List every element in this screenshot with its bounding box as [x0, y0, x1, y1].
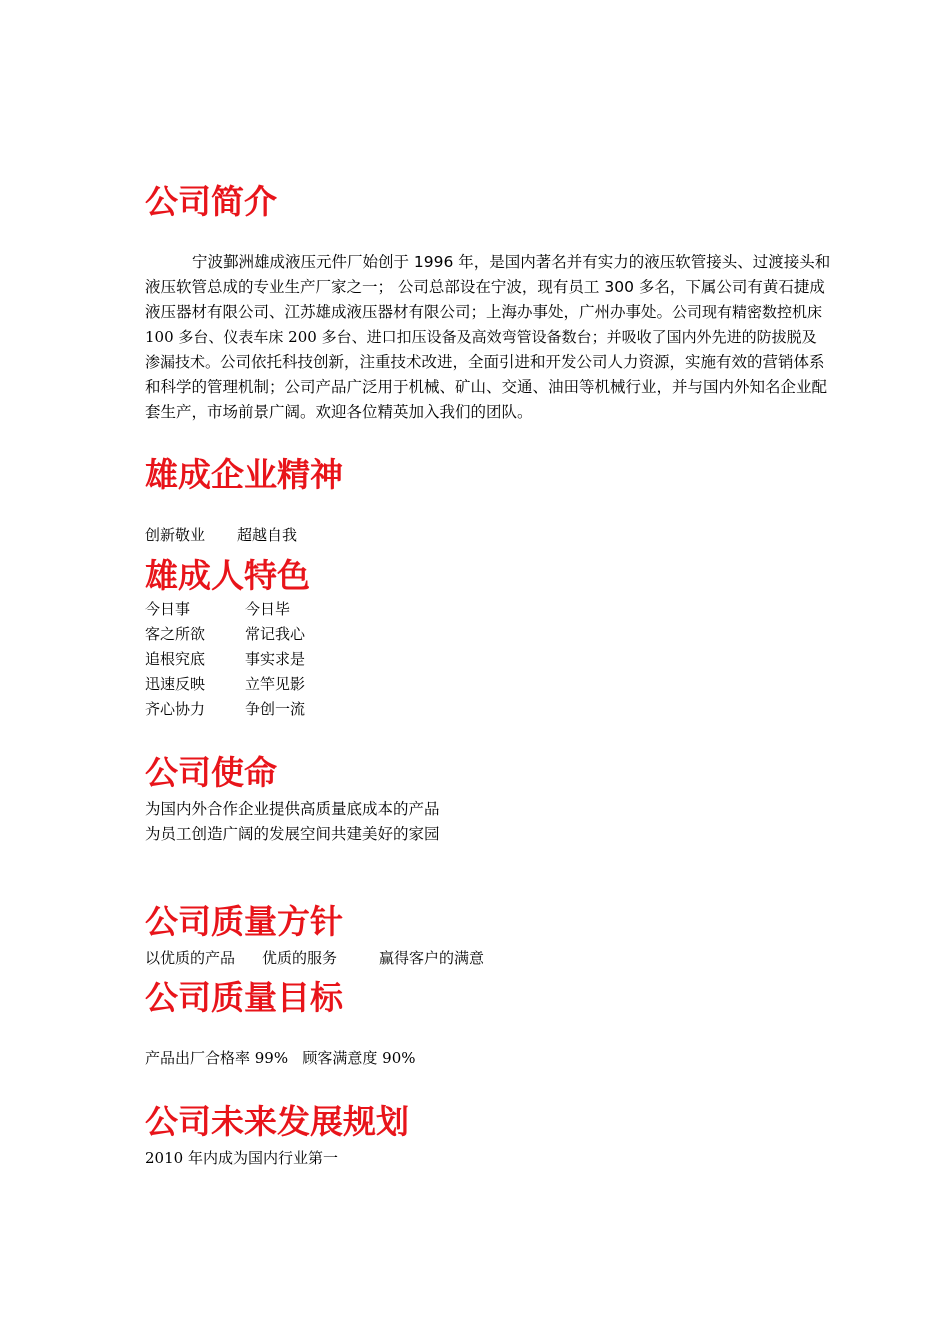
trait-row: 迅速反映 立竿见影 — [145, 675, 306, 693]
quality-goal-text: 产品出厂合格率 99% 顾客满意度 90% — [145, 1049, 416, 1067]
intro-line-4: 100 多台、仪表车床 200 多台、进口扣压设备及高效弯管设备数台；并吸收了国内外先进的防拔脱及 — [145, 328, 817, 346]
intro-line-7: 套生产，市场前景广阔。欢迎各位精英加入我们的团队。 — [145, 403, 533, 421]
trait-row: 客之所欲 常记我心 — [145, 625, 306, 643]
heading-quality-goal: 公司质量目标 — [145, 978, 343, 1017]
heading-company-intro: 公司简介 — [145, 182, 277, 221]
intro-line-2: 液压软管总成的专业生产厂家之一； 公司总部设在宁波，现有员工 300 多名，下属公司有黄石捷成 — [145, 278, 825, 296]
spirit-text: 创新敬业 超越自我 — [145, 526, 298, 544]
intro-line-1: 宁波鄞洲雄成液压元件厂始创于 1996 年，是国内著名并有实力的液压软管接头、过渡接头和 — [192, 253, 831, 271]
quality-policy-text: 以优质的产品 优质的服务 赢得客户的满意 — [145, 949, 485, 967]
heading-staff-traits: 雄成人特色 — [145, 556, 310, 595]
mission-line-2: 为员工创造广阔的发展空间共建美好的家园 — [145, 825, 440, 843]
heading-future-plan: 公司未来发展规划 — [145, 1102, 409, 1141]
intro-line-6: 和科学的管理机制；公司产品广泛用于机械、矿山、交通、油田等机械行业，并与国内外知名企业配 — [145, 378, 828, 396]
intro-line-5: 渗漏技术。公司依托科技创新，注重技术改进，全面引进和开发公司人力资源，实施有效的营销体系 — [145, 353, 825, 371]
future-plan-text: 2010 年内成为国内行业第一 — [145, 1149, 338, 1167]
trait-row: 今日事 今日毕 — [145, 600, 291, 618]
intro-line-3: 液压器材有限公司、江苏雄成液压器材有限公司；上海办事处，广州办事处。公司现有精密数控机床 — [145, 303, 823, 321]
heading-mission: 公司使命 — [145, 753, 277, 792]
mission-line-1: 为国内外合作企业提供高质量底成本的产品 — [145, 800, 440, 818]
trait-row: 齐心协力 争创一流 — [145, 700, 306, 718]
heading-enterprise-spirit: 雄成企业精神 — [145, 455, 343, 494]
heading-quality-policy: 公司质量方针 — [145, 902, 343, 941]
trait-row: 追根究底 事实求是 — [145, 650, 306, 668]
intro-paragraph — [145, 250, 885, 425]
